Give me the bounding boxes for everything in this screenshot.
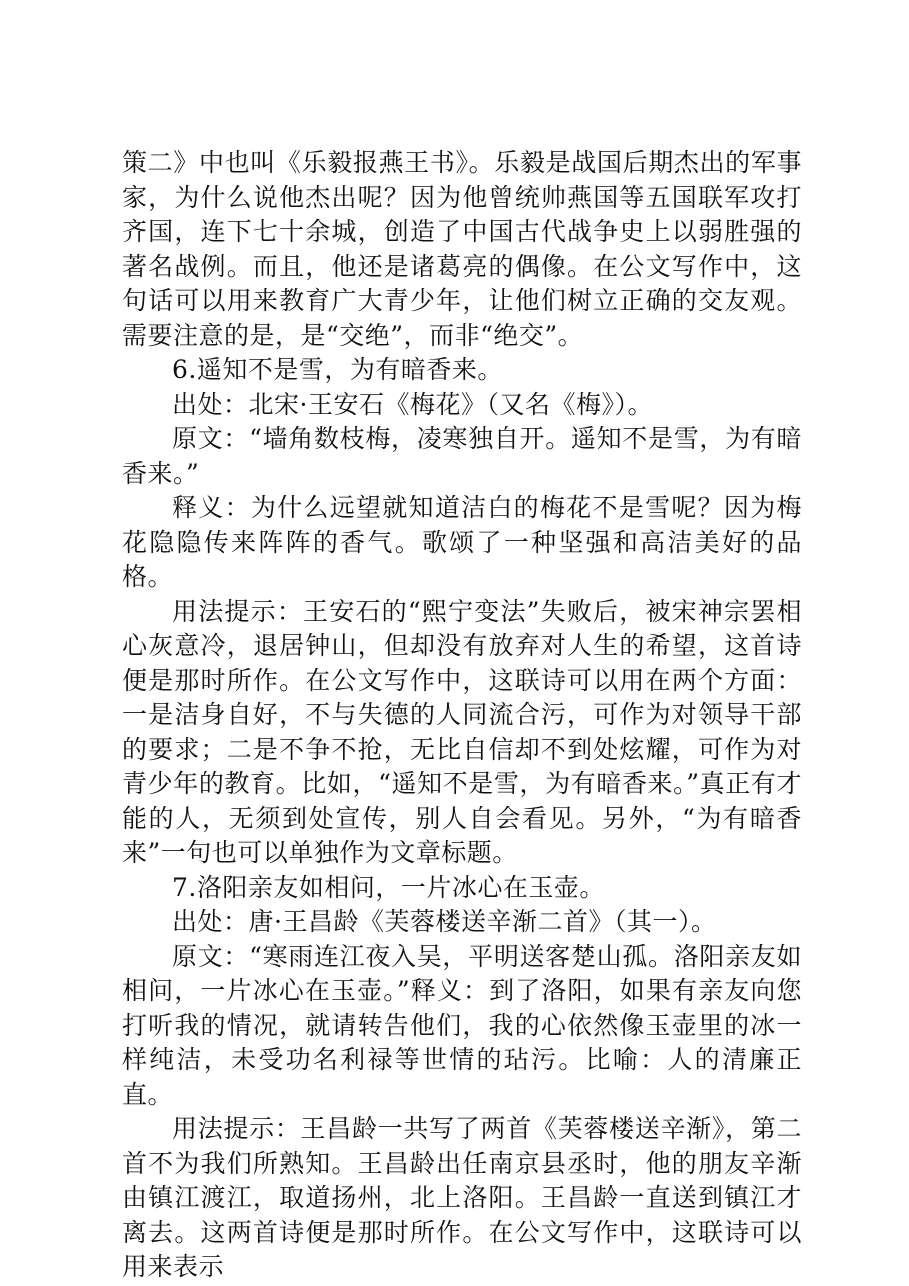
body-text <box>122 146 802 1285</box>
item-6-source: 出处：北宋·王安石《梅花》（又名《梅》）。 <box>172 389 653 419</box>
item-6-heading: 6.遥知不是雪，为有暗香来。 <box>172 355 503 384</box>
paragraph-continuation: 策二》中也叫《乐毅报燕王书》。乐毅是战国后期杰出的军事家，为什么说他杰出呢？因为他曾统帅燕国等五国联军攻打齐国，连下七十余城，创造了中国古代战争史上以弱胜强的著名战例。而且，他还是诸葛亮的偶像。在公文写作中，这句话可以用来教育广大青少年，让他们树立正确的交友观。需要注意的是，是“交绝”，而非“绝交”。 <box>122 148 802 350</box>
item-7-usage: 用法提示：王昌龄一共写了两首《芙蓉楼送辛渐》，第二首不为我们所熟知。王昌龄出任南京县丞时，他的朋友辛渐由镇江渡江，取道扬州，北上洛阳。王昌龄一直送到镇江才离去。这两首诗便是那时所作。在公文写作中，这联诗可以用来表示 <box>122 1114 802 1281</box>
item-6-meaning: 释义：为什么远望就知道洁白的梅花不是雪呢？因为梅花隐隐传来阵阵的香气。歌颂了一种坚强和高洁美好的品格。 <box>122 493 802 591</box>
item-7-source: 出处：唐·王昌龄《芙蓉楼送辛渐二首》（其一）。 <box>172 907 717 936</box>
item-6-usage: 用法提示：王安石的“熙宁变法”失败后，被宋神宗罢相心灰意冷，退居钟山，但却没有放弃对人生的希望，这首诗便是那时所作。在公文写作中，这联诗可以用在两个方面：一是洁身自好，不与失德的人同流合污，可作为对领导干部的要求；二是不争不抢，无比自信却不到处炫耀，可作为对青少年的教育。比如，“遥知不是雪，为有暗香来。”真正有才能的人，无须到处宣传，别人自会看见。另外，“为有暗香来”一句也可以单独作为文章标题。 <box>122 596 802 867</box>
item-7-heading: 7.洛阳亲友如相问，一片冰心在玉壶。 <box>172 872 605 902</box>
item-7-original: 原文：“寒雨连江夜入吴，平明送客楚山孤。洛阳亲友如相问，一片冰心在玉壶。”释义：到了洛阳，如果有亲友向您打听我的情况，就请转告他们，我的心依然像玉壶里的冰一样纯洁，未受功名利禄等世情的玷污。比喻：人的清廉正直。 <box>122 941 802 1109</box>
item-6-original: 原文：“墙角数枝梅，凌寒独自开。遥知不是雪，为有暗香来。” <box>122 424 802 488</box>
